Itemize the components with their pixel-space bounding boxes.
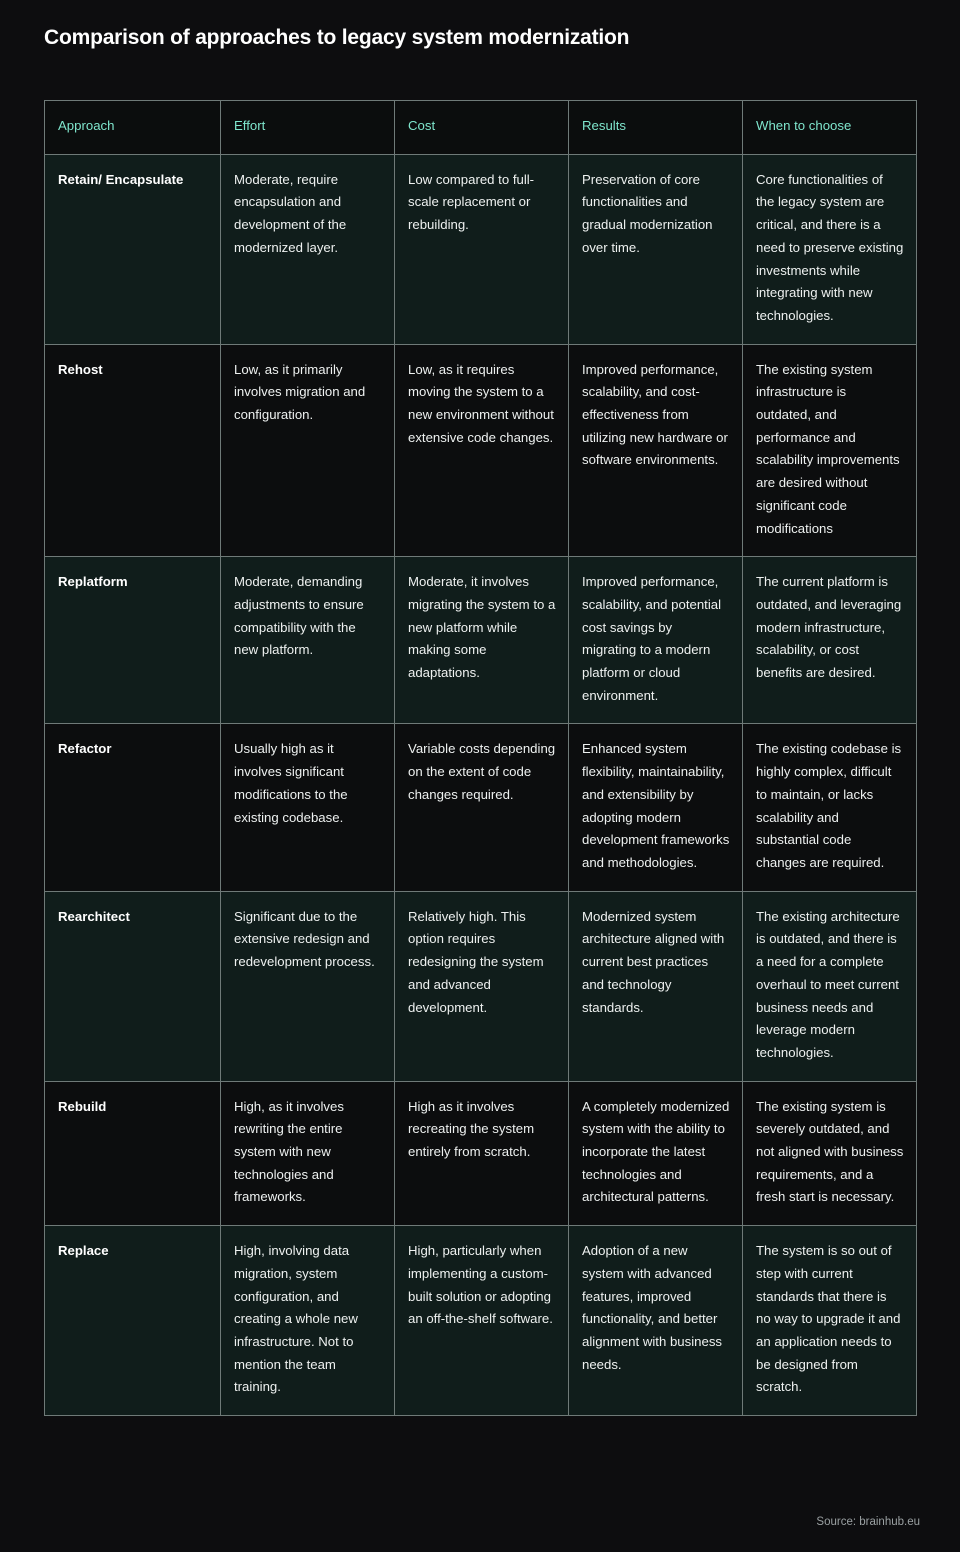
cell-results: Adoption of a new system with advanced features, improved functionality, and better alignment with business needs. — [569, 1226, 743, 1416]
column-header-approach: Approach — [45, 101, 221, 155]
table-row — [45, 154, 917, 344]
cell-when: The existing system is severely outdated, and not aligned with business requirements, and a fresh start is necessary. — [743, 1081, 917, 1226]
cell-effort: Usually high as it involves significant modifications to the existing codebase. — [221, 724, 395, 891]
table-row — [45, 891, 917, 1081]
cell-effort: High, as it involves rewriting the entire system with new technologies and frameworks. — [221, 1081, 395, 1226]
cell-cost: High, particularly when implementing a custom-built solution or adopting an off-the-shelf software. — [395, 1226, 569, 1416]
cell-effort: Moderate, demanding adjustments to ensure compatibility with the new platform. — [221, 557, 395, 724]
cell-when: The existing codebase is highly complex, difficult to maintain, or lacks scalability and substantial code changes are required. — [743, 724, 917, 891]
table-row — [45, 1226, 917, 1416]
cell-cost: Low compared to full-scale replacement or rebuilding. — [395, 154, 569, 344]
cell-when: The existing system infrastructure is outdated, and performance and scalability improvements are desired without significant code modifications — [743, 344, 917, 557]
cell-effort: Moderate, require encapsulation and development of the modernized layer. — [221, 154, 395, 344]
table-header — [45, 101, 917, 155]
column-header-results: Results — [569, 101, 743, 155]
table-row — [45, 724, 917, 891]
table-row — [45, 344, 917, 557]
comparison-table-container — [44, 100, 916, 1416]
cell-cost: Low, as it requires moving the system to a new environment without extensive code changes. — [395, 344, 569, 557]
cell-approach: Retain/ Encapsulate — [45, 154, 221, 344]
cell-approach: Rehost — [45, 344, 221, 557]
table-row — [45, 557, 917, 724]
cell-when: The existing architecture is outdated, and there is a need for a complete overhaul to meet current business needs and leverage modern technologies. — [743, 891, 917, 1081]
cell-approach: Rearchitect — [45, 891, 221, 1081]
cell-approach: Refactor — [45, 724, 221, 891]
cell-approach: Replatform — [45, 557, 221, 724]
comparison-table — [44, 100, 917, 1416]
cell-when: The system is so out of step with current standards that there is no way to upgrade it and an application needs to be designed from scratch. — [743, 1226, 917, 1416]
cell-cost: Relatively high. This option requires redesigning the system and advanced development. — [395, 891, 569, 1081]
cell-approach: Rebuild — [45, 1081, 221, 1226]
cell-approach: Replace — [45, 1226, 221, 1416]
cell-results: Preservation of core functionalities and gradual modernization over time. — [569, 154, 743, 344]
table-row — [45, 1081, 917, 1226]
cell-cost: High as it involves recreating the system entirely from scratch. — [395, 1081, 569, 1226]
cell-effort: Significant due to the extensive redesign and redevelopment process. — [221, 891, 395, 1081]
cell-results: Improved performance, scalability, and potential cost savings by migrating to a modern platform or cloud environment. — [569, 557, 743, 724]
cell-results: Modernized system architecture aligned with current best practices and technology standards. — [569, 891, 743, 1081]
column-header-when-to-choose: When to choose — [743, 101, 917, 155]
cell-effort: Low, as it primarily involves migration and configuration. — [221, 344, 395, 557]
source-attribution: Source: brainhub.eu — [816, 1516, 920, 1528]
page-title: Comparison of approaches to legacy system modernization — [44, 26, 630, 49]
table-body — [45, 154, 917, 1415]
cell-when: The current platform is outdated, and leveraging modern infrastructure, scalability, or cost benefits are desired. — [743, 557, 917, 724]
cell-results: Enhanced system flexibility, maintainability, and extensibility by adopting modern development frameworks and methodologies. — [569, 724, 743, 891]
cell-cost: Moderate, it involves migrating the system to a new platform while making some adaptations. — [395, 557, 569, 724]
table-header-row — [45, 101, 917, 155]
column-header-cost: Cost — [395, 101, 569, 155]
cell-results: A completely modernized system with the ability to incorporate the latest technologies and architectural patterns. — [569, 1081, 743, 1226]
cell-when: Core functionalities of the legacy system are critical, and there is a need to preserve existing investments while integrating with new technologies. — [743, 154, 917, 344]
column-header-effort: Effort — [221, 101, 395, 155]
cell-results: Improved performance, scalability, and cost-effectiveness from utilizing new hardware or software environments. — [569, 344, 743, 557]
cell-effort: High, involving data migration, system configuration, and creating a whole new infrastructure. Not to mention the team training. — [221, 1226, 395, 1416]
cell-cost: Variable costs depending on the extent of code changes required. — [395, 724, 569, 891]
